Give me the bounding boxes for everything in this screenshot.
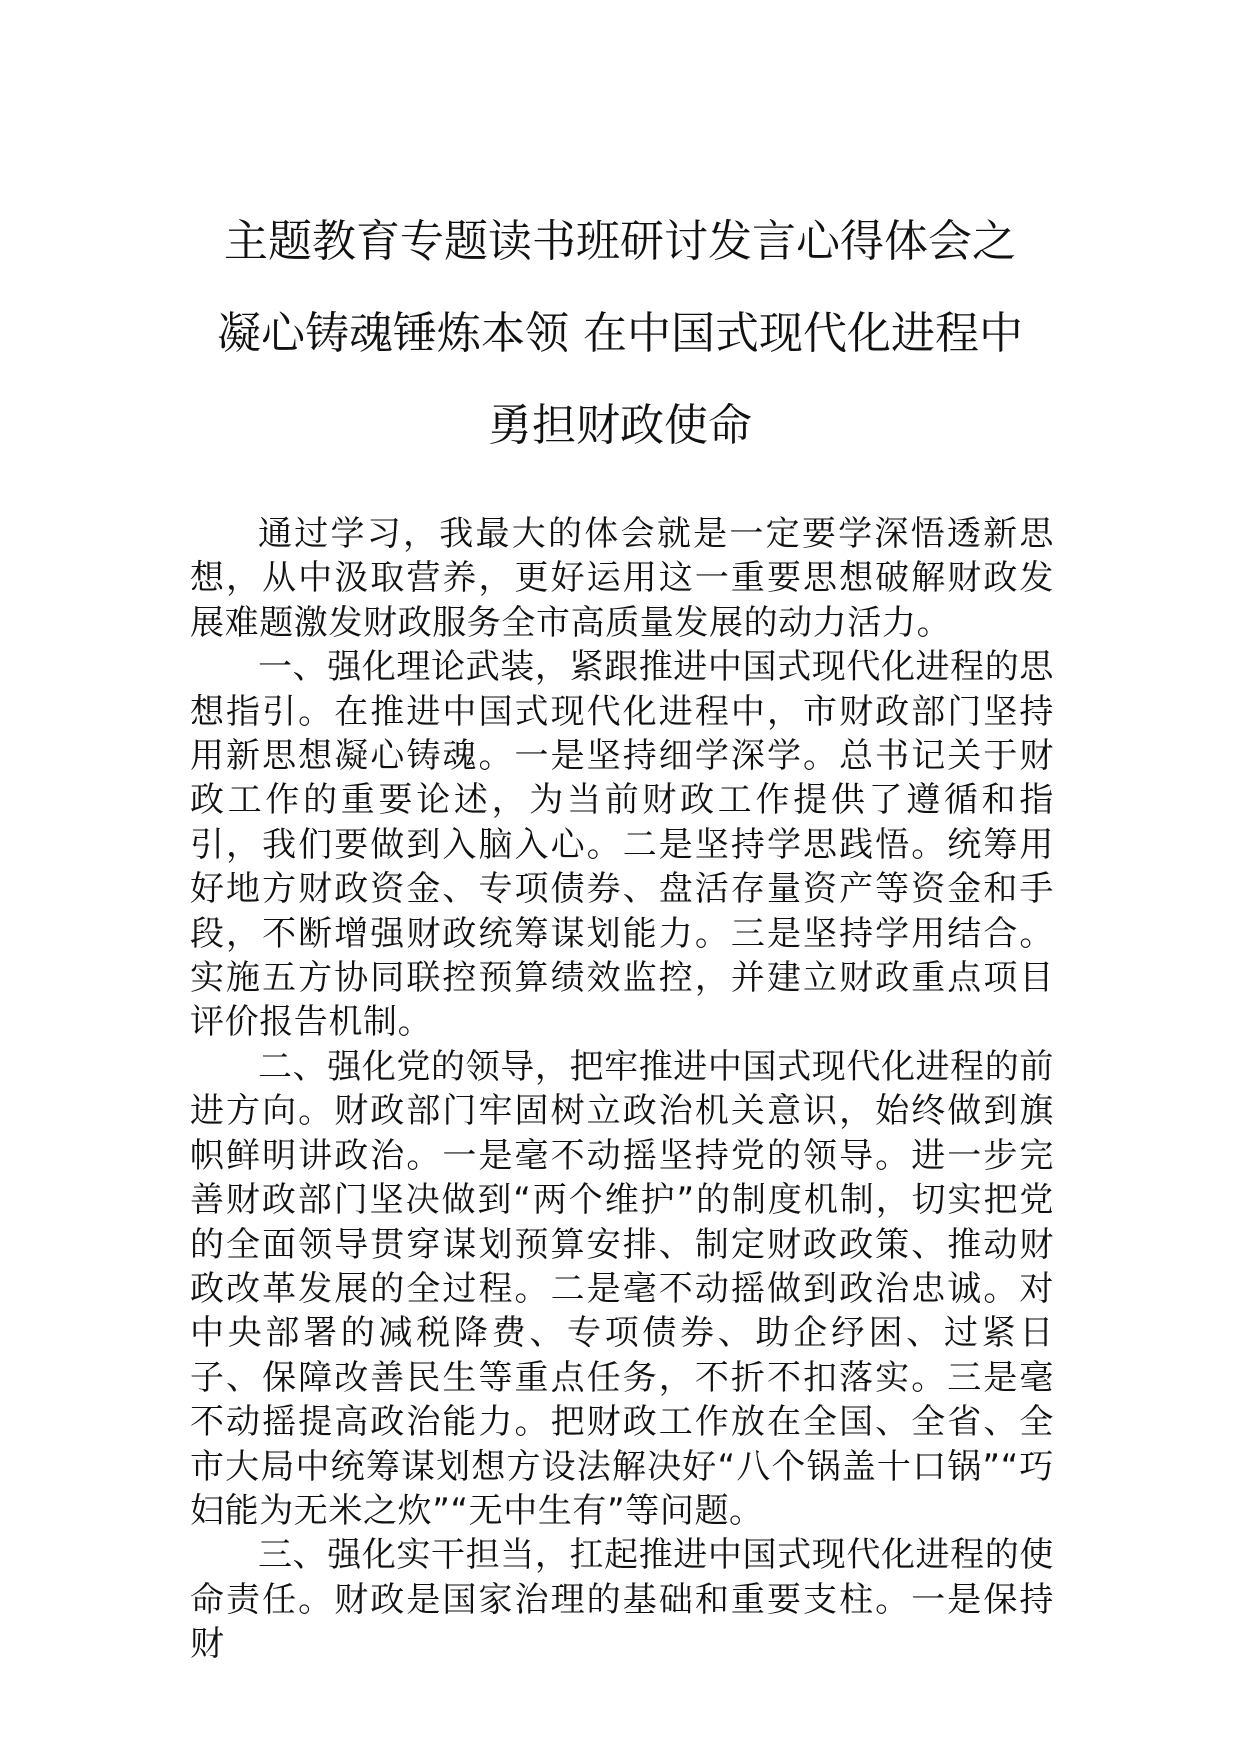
document-body: [190, 512, 1054, 1667]
title-line-2: 凝心铸魂锤炼本领 在中国式现代化进程中: [217, 308, 1023, 359]
paragraph-section-3: 三、强化实干担当，扛起推进中国式现代化进程的使命责任。财政是国家治理的基础和重要支柱。一是保持财: [190, 1535, 1054, 1665]
paragraph-section-2: 二、强化党的领导，把牢推进中国式现代化进程的前进方向。财政部门牢固树立政治机关意识，始终做到旗帜鲜明讲政治。一是毫不动摇坚持党的领导。进一步完善财政部门坚决做到“两个维护”的制度机制，切实把党的全面领导贯穿谋划预算安排、制定财政政策、推动财政改革发展的全过程。二是毫不动摇做到政治忠诚。对中央部署的减税降费、专项债券、助企纾困、过紧日子、保障改善民生等重点任务，不折不扣落实。三是毫不动摇提高政治能力。把财政工作放在全国、全省、全市大局中统筹谋划想方设法解决好“八个锅盖十口锅”“巧妇能为无米之炊”“无中生有”等问题。: [190, 1046, 1054, 1531]
title-line-1: 主题教育专题读书班研讨发言心得体会之: [224, 216, 1016, 267]
paragraph-intro: 通过学习，我最大的体会就是一定要学深悟透新思想，从中汲取营养，更好运用这一重要思想破解财政发展难题激发财政服务全市高质量发展的动力活力。: [190, 514, 1054, 643]
document-title: [140, 196, 1100, 472]
paragraph-section-1: 一、强化理论武装，紧跟推进中国式现代化进程的思想指引。在推进中国式现代化进程中，市财政部门坚持用新思想凝心铸魂。一是坚持细学深学。总书记关于财政工作的重要论述，为当前财政工作提供了遵循和指引，我们要做到入脑入心。二是坚持学思践悟。统筹用好地方财政资金、专项债券、盘活存量资产等资金和手段，不断增强财政统筹谋划能力。三是坚持学用结合。实施五方协同联控预算绩效监控，并建立财政重点项目评价报告机制。: [190, 647, 1054, 1043]
title-line-3: 勇担财政使命: [488, 400, 752, 451]
